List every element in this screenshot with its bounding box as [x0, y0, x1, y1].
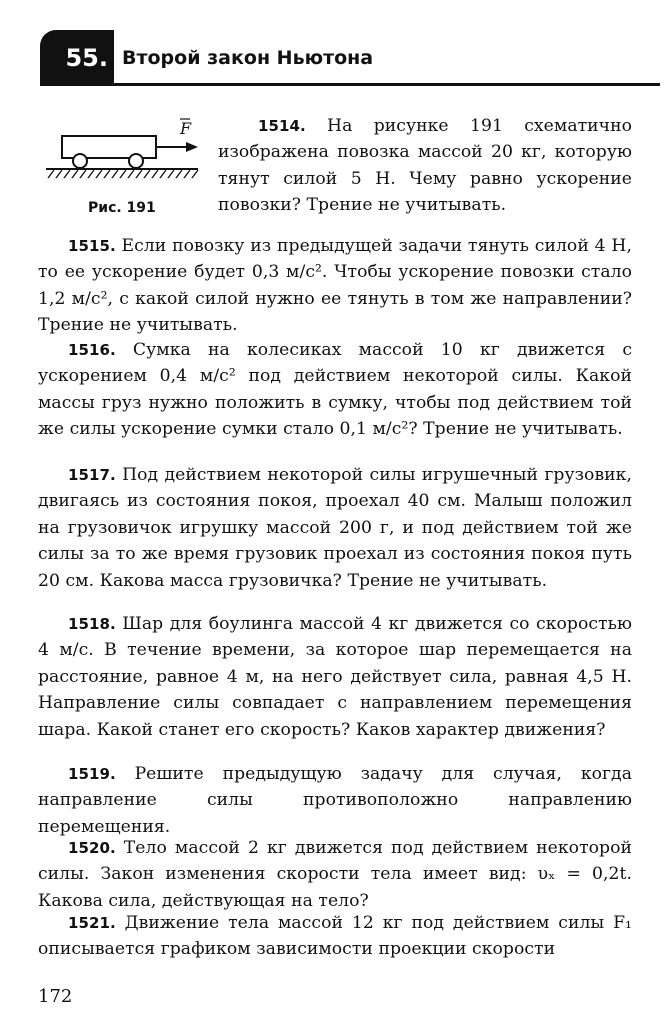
problem-1521: [38, 910, 632, 963]
header-underline: [114, 83, 660, 86]
problem-number: 1519.: [68, 765, 116, 783]
problem-text: Решите предыдущую задачу для случая, когда направление силы противоположно направлению перемещения.: [38, 764, 632, 837]
problem-text: Под действием некоторой силы игрушечный грузовик, двигаясь из состояния покоя, проехал 40 см. Малыш положил на грузовичок игрушку массой 200 г, и под действием той же силы за то же время грузовик проехал из состояния покоя путь 20 см. Какова масса грузовичка? Трение не учитывать.: [38, 465, 632, 591]
figure-caption: Рис. 191: [88, 200, 156, 216]
problem-number: 1520.: [68, 839, 116, 857]
problem-number: 1518.: [68, 615, 116, 633]
cart-wheel-right: [129, 154, 143, 168]
problem-number: 1521.: [68, 914, 116, 932]
problem-text: Если повозку из предыдущей задачи тянуть силой 4 Н, то ее ускорение будет 0,3 м/с². Чтобы ускорение повозки стало 1,2 м/с², с какой силой нужно ее тянуть в том же направлении? Трение не учитывать.: [38, 236, 632, 336]
cart-diagram: [40, 114, 210, 194]
problem-number: 1514.: [258, 117, 306, 135]
problem-text: Движение тела массой 12 кг под действием силы F₁ описывается графиком зависимости проекции скорости: [38, 913, 632, 960]
problem-text: На рисунке 191 схематично изображена повозка массой 20 кг, которую тянут силой 5 Н. Чему равно ускорение повозки? Трение не учитывать.: [218, 116, 632, 216]
force-arrow-head: [186, 142, 198, 152]
problem-text: Тело массой 2 кг движется под действием некоторой силы. Закон изменения скорости тела имеет вид: υₓ = 0,2t. Какова сила, действующая на тело?: [38, 838, 632, 911]
problem-1515: [38, 233, 632, 339]
ground-hatching: [48, 170, 198, 178]
problem-1514: [218, 113, 632, 219]
problem-1516: [38, 337, 632, 443]
problem-1520: [38, 835, 632, 914]
page-number: 172: [38, 986, 73, 1007]
cart-wheel-left: [73, 154, 87, 168]
problem-text: Сумка на колесиках массой 10 кг движется с ускорением 0,4 м/с² под действием некоторой силы. Какой массы груз нужно положить в сумку, чтобы под действием той же силы ускорение сумки стало 0,1 м/с²? Трение не учитывать.: [38, 340, 632, 440]
problem-number: 1516.: [68, 341, 116, 359]
problem-number: 1517.: [68, 466, 116, 484]
problem-1518: [38, 611, 632, 743]
section-header: [40, 30, 660, 86]
problem-text: Шар для боулинга массой 4 кг движется со скоростью 4 м/с. В течение времени, за которое шар перемещается на расстояние, равное 4 м, на него действует сила, равная 4,5 Н. Направление силы совпадает с направлением перемещения шара. Какой станет его скорость? Каков характер движения?: [38, 614, 632, 740]
section-number: 55.: [65, 44, 108, 72]
problem-number: 1515.: [68, 237, 116, 255]
problem-1519: [38, 761, 632, 840]
section-title: Второй закон Ньютона: [122, 47, 374, 69]
problem-1517: [38, 462, 632, 594]
force-label: F: [180, 119, 192, 138]
section-number-badge: [40, 30, 114, 86]
